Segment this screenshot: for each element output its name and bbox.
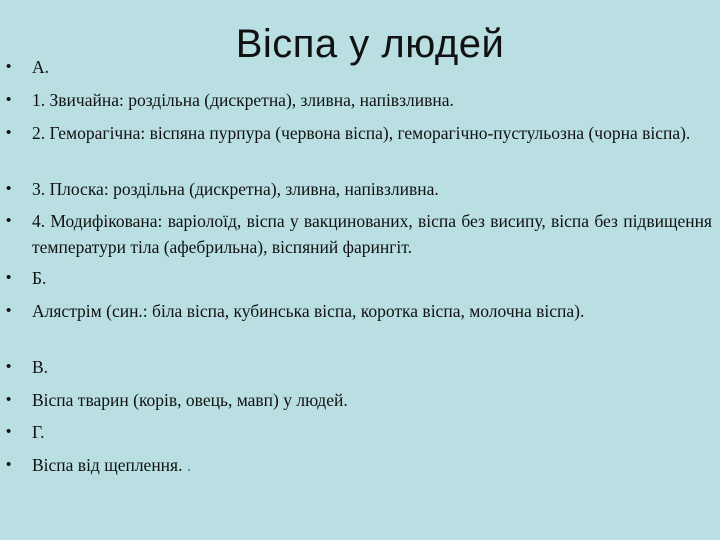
bullet-marker: •	[6, 391, 12, 408]
bullet-marker: •	[6, 269, 12, 286]
list-item-text: Віспа від щеплення.	[32, 455, 183, 475]
list-item-text: А.	[32, 57, 50, 77]
bullet-marker: •	[6, 91, 12, 108]
list-item-text: Б.	[32, 268, 47, 288]
bullet-marker: •	[6, 180, 12, 197]
bullet-marker: •	[6, 58, 12, 75]
bullet-marker: •	[6, 358, 12, 375]
list-item-text-wrap	[32, 452, 712, 478]
bullet-marker: •	[6, 302, 12, 319]
accent-dot: .	[182, 455, 192, 475]
list-item-text: 3. Плоска: роздільна (дискретна), зливна, напівзливна.	[32, 179, 439, 199]
slide-title: Віспа у людей	[235, 22, 505, 66]
list-item-text: Віспа тварин (корів, овець, мавп) у людей.	[32, 390, 348, 410]
bullet-marker: •	[6, 124, 12, 141]
list-item-text: 1. Звичайна: роздільна (дискретна), зливна, напівзливна.	[32, 90, 454, 110]
list-item-text: 2. Геморагічна: віспяна пурпура (червона віспа), геморагічно-пустульозна (чорна віспа).	[32, 123, 691, 143]
bullet-marker: •	[6, 456, 12, 473]
list-item-text: 4. Модифікована: варіолоїд, віспа у вакцинованих, віспа без висипу, віспа без підвищення температури тіла (афебрильна), віспяний фарингіт.	[32, 211, 712, 257]
list-item-text: Г.	[32, 422, 45, 442]
bullet-marker: •	[6, 212, 12, 229]
bullet-marker: •	[6, 423, 12, 440]
list-item-text: Алястрім (син.: біла віспа, кубинська віспа, коротка віспа, молочна віспа).	[32, 301, 585, 321]
list-item-text: В.	[32, 357, 49, 377]
